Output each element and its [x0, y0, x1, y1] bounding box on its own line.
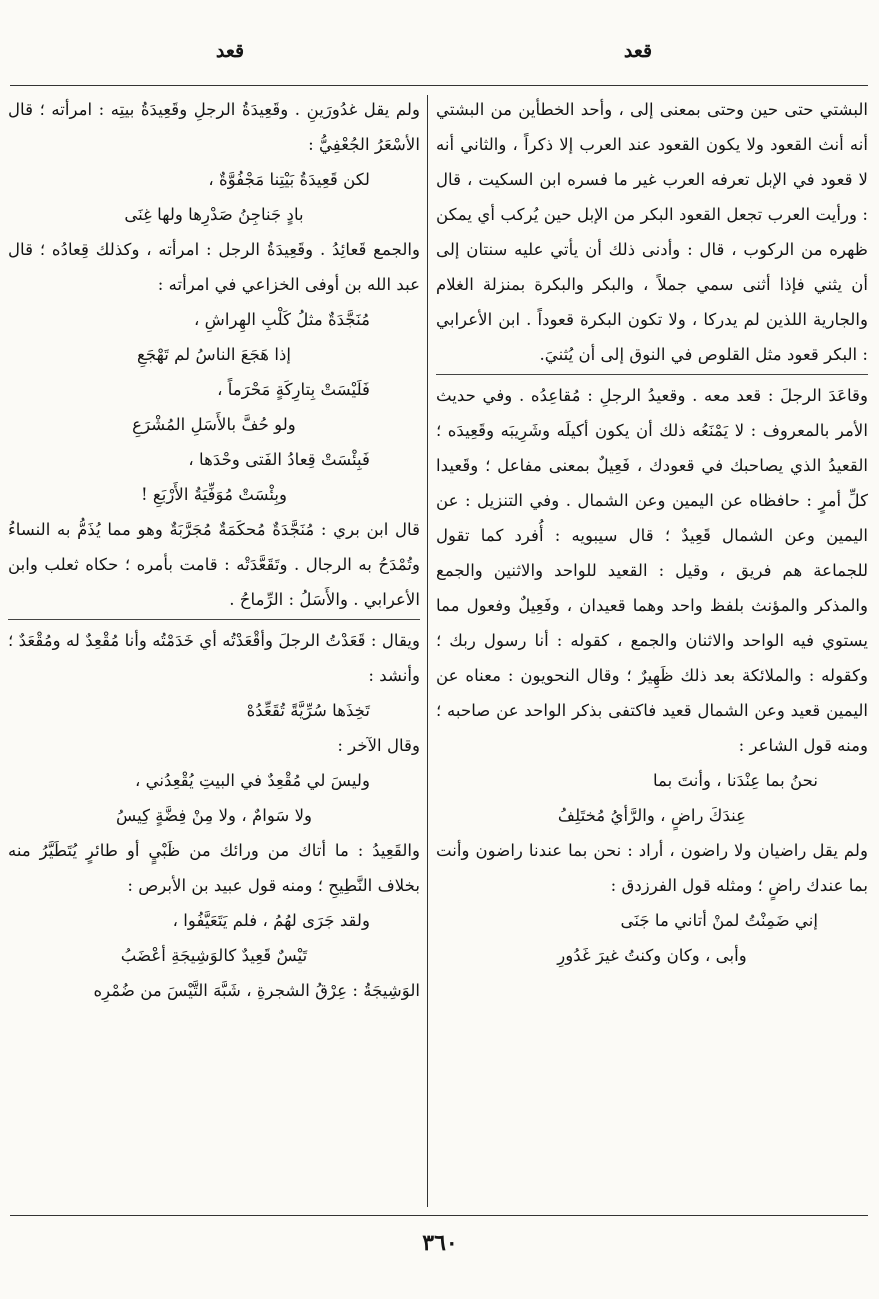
- paragraph: وقال الآخر :: [337, 736, 420, 755]
- running-head-right: قعد: [623, 40, 653, 62]
- verse: [8, 372, 420, 442]
- verse: [8, 693, 420, 728]
- verse-hemistich-1: فَبِئْسَتْ قِعادُ الفَتى وحْدَها ،: [188, 450, 370, 469]
- verse-hemistich-2: تَيْسٌ قَعِيدٌ كالوَشِيجَةِ أعْضَبُ: [120, 946, 308, 965]
- entry-separator: [436, 374, 868, 375]
- bottom-rule: [10, 1215, 868, 1216]
- verse: [8, 162, 420, 232]
- verse-hemistich-2: ولو حُفَّ بالأَسَلِ المُشْرَعِ: [132, 415, 296, 434]
- verse: [8, 302, 420, 372]
- paragraph: قال ابن بري : مُنَجَّدَةٌ مُحكَمَةٌ مُجَرَّبَةٌ وهو مما يُذَمُّ به النساءُ وتُمْدَحُ به الرجال . وتَقَعَّدَتْه : قامت بأمره ؛ حكاه ثعلب وابن الأعرابي . والأَسَلُ : الرِّماحُ .: [8, 520, 420, 609]
- paragraph: والجمع قَعائِدُ . وقَعِيدَةُ الرجل : امرأته ، وكذلك قِعادُه ؛ قال عبد الله بن أوفى الخزاعي في امرأته :: [8, 240, 420, 294]
- page-number: ٣٦٠: [422, 1230, 458, 1256]
- verse-hemistich-1: لكن قَعِيدَةُ بَيْتِنا مَجْفُوَّةٌ ،: [208, 170, 370, 189]
- verse-hemistich-2: وأبى ، وكان وكنتُ غيرَ غَدُورِ: [557, 946, 747, 965]
- verse: [8, 903, 420, 973]
- verse: [8, 763, 420, 833]
- verse-hemistich-2: إذا هَجَعَ الناسُ لم تَهْجَعِ: [137, 345, 291, 364]
- verse-hemistich-1: تَخِذَها سُرِّيَّةً تُقَعِّدُهْ: [246, 701, 370, 720]
- paragraph: ويقال : قَعَدْتُ الرجلَ وأقْعَدْتُه أي خَدَمْتُه وأنا مُقْعِدٌ له ومُقْعَدٌ ؛ وأنشد :: [8, 631, 420, 685]
- verse-hemistich-1: مُنَجَّدَةٌ مثلُ كَلْبِ الهِراشِ ،: [194, 310, 370, 329]
- paragraph: وقاعَدَ الرجلَ : قعد معه . وقعيدُ الرجلِ : مُقاعِدُه . وفي حديث الأمر بالمعروف : لا يَمْنَعُه ذلك أن يكون أكيلَه وشَرِيبَه وقَعِيدَه ؛ القعيدُ الذي يصاحبك في قعودك ، فَعِيلٌ بمعنى مفاعل ؛ وقَعيدا كلِّ أمرٍ : حافظاه عن اليمين وعن الشمال . وفي التنزيل : عن اليمين وعن الشمال قَعِيدٌ ؛ قال سيبويه : أُفرد كما تقول للجماعة هم فريق ، وقيل : القعيد للواحد والاثنين والجمع والمذكر والمؤنث بلفظ واحد وهما قعيدان ، وفَعِيلٌ وفعول مما يستوي فيه الواحد والاثنان والجمع ، كقوله : أنا رسول ربك ؛ وكقوله : والملائكة بعد ذلك ظَهِيرٌ ؛ وقال النحويون : معناه عن اليمين قعيد وعن الشمال قعيد فاكتفى بذكر الواحد عن صاحبه ؛ ومنه قول الشاعر :: [436, 386, 868, 755]
- paragraph: ولم يقل راضيان ولا راضون ، أراد : نحن بما عندنا راضون وأنت بما عندك راضٍ ؛ ومثله قول الفرزدق :: [436, 841, 868, 895]
- verse: [436, 903, 868, 973]
- verse: [8, 442, 420, 512]
- paragraph: والقَعِيدُ : ما أتاك من ورائك من ظَبْيٍ أو طائرٍ يُتَطَيَّرُ منه بخلاف النَّطِيحِ ؛ ومنه قول عبيد بن الأبرص :: [8, 841, 420, 895]
- paragraph: البشتي حتى حين وحتى بمعنى إلى ، وأحد الخطأين من البشتي أنه أنث القعود ولا يكون القعود عند العرب إلا ذكراً ، والثاني أنه لا قعود في الإبل تعرفه العرب غير ما فسره ابن السكيت ، قال : ورأيت العرب تجعل القعود البكر من الإبل حين يُركب أي يمكن ظهره من الركوب ، قال : وأدنى ذلك أن يأتي عليه سنتان إلى أن يثني فإذا أثنى سمي جملاً ، والبكر والبكرة بمنزلة الغلام والجارية اللذين لم يدركا ، ولا تكون البكرة قعوداً . ابن الأعرابي : البكر قعود مثل القلوص في النوق إلى أن يُثنيَ.: [436, 100, 868, 364]
- left-column: [8, 92, 420, 1210]
- verse-hemistich-2: وبِئْسَتْ مُوَفِّيَةُ الأَرْبَعِ !: [140, 485, 288, 504]
- right-column: [436, 92, 868, 1210]
- verse-hemistich-1: نحنُ بما عِنْدَنا ، وأنتَ بما: [652, 771, 818, 790]
- verse-hemistich-1: وليسَ لي مُقْعِدٌ في البيتِ يُقْعِدُني ،: [134, 771, 370, 790]
- verse-hemistich-1: إني ضَمِنْتُ لمنْ أتاني ما جَنَى: [620, 911, 818, 930]
- running-head-left: قعد: [215, 40, 245, 62]
- verse-hemistich-1: فَلَيْسَتْ بِتارِكَةٍ مَحْرَماً ،: [217, 380, 370, 399]
- verse-hemistich-1: ولقد جَرَى لهُمُ ، فلم يَتَعَيَّفُوا ،: [172, 911, 370, 930]
- verse: [436, 763, 868, 833]
- paragraph: الوَشِيجَةُ : عِرْقُ الشجرةِ ، شَبَّهَ التَّيْسَ من ضُمْرِه: [93, 981, 420, 1000]
- verse-hemistich-2: عِندَكَ راضٍ ، والرَّأيُ مُختَلِفُ: [557, 806, 747, 825]
- verse-hemistich-2: ولا سَوامٌ ، ولا مِنْ فِضَّةٍ كِيسُ: [115, 806, 313, 825]
- column-divider: [427, 95, 428, 1207]
- entry-separator: [8, 619, 420, 620]
- paragraph: ولم يقل غدُورَينِ . وقَعِيدَةُ الرجلِ وقَعِيدَةُ بيتِه : امرأته ؛ قال الأسْعَرُ الجُعْفِيُّ :: [8, 100, 420, 154]
- verse-hemistich-2: بادٍ جَناجِنُ صَدْرِها ولها غِنَى: [124, 205, 304, 224]
- top-rule: [10, 85, 868, 86]
